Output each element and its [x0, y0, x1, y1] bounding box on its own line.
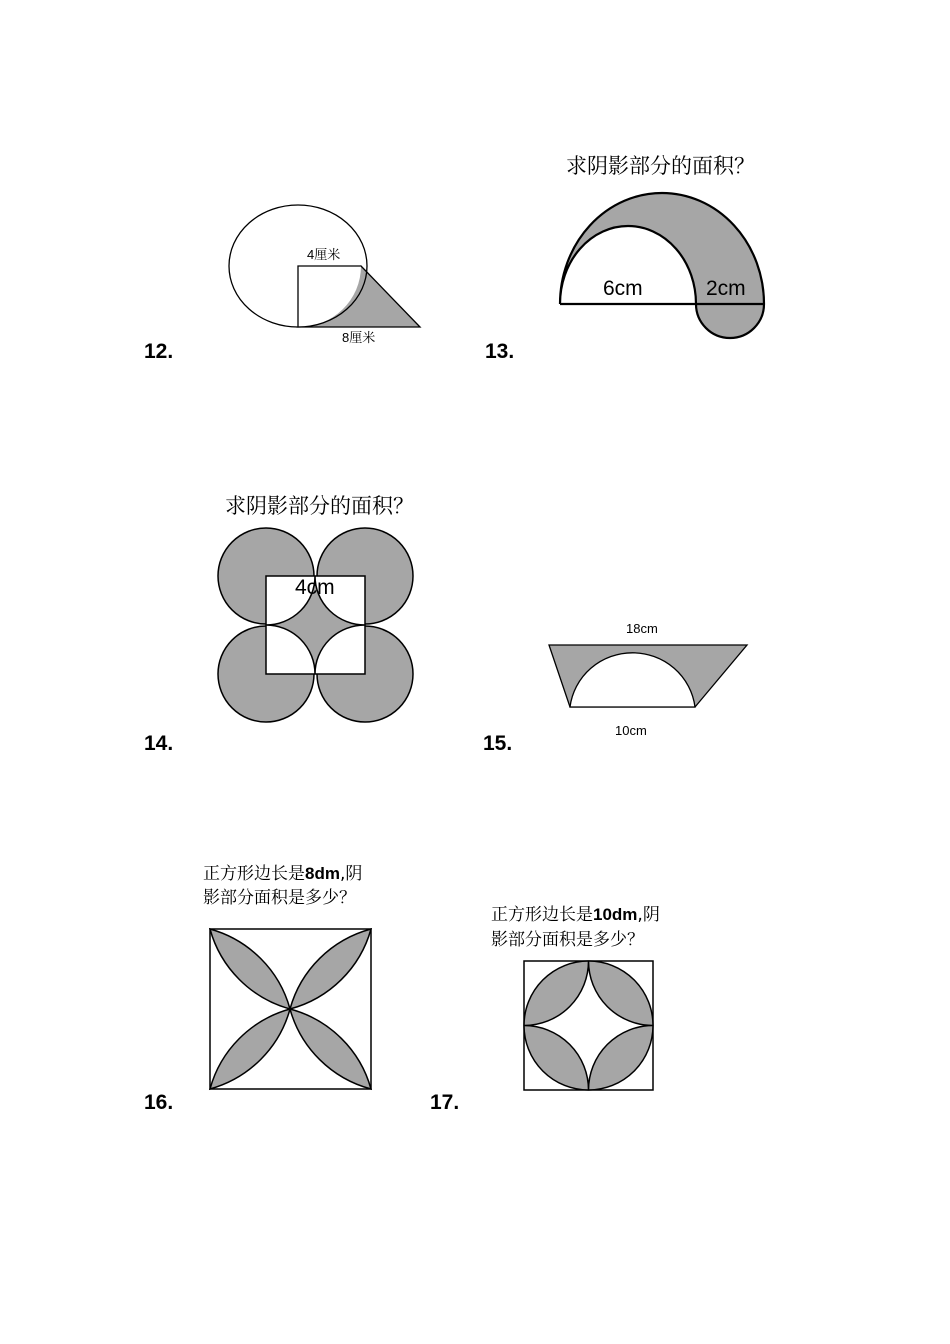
problem-14-number: 14. [144, 732, 174, 755]
problem-16-number: 16. [144, 1091, 174, 1114]
q17-value: 10dm [593, 905, 638, 924]
q17-prefix: 正方形边长是 [491, 905, 593, 925]
q16-value: 8dm [305, 864, 340, 883]
label-inner-diameter: 6cm [603, 277, 643, 300]
label-base: 8厘米 [342, 330, 376, 345]
label-band-width: 2cm [706, 277, 746, 300]
q16-prefix: 正方形边长是 [203, 864, 305, 884]
q16-suffix: ,阴 [339, 864, 363, 884]
problem-16-question-line2: 影部分面积是多少？ [203, 888, 356, 908]
problem-17-question-line2: 影部分面积是多少？ [491, 930, 644, 950]
problem-13-number: 13. [485, 340, 515, 363]
problem-15-number: 15. [483, 732, 513, 755]
label-bottom: 10cm [615, 723, 647, 738]
q17-suffix: ,阴 [637, 905, 660, 925]
problem-17-number: 17. [430, 1091, 460, 1114]
label-side: 4cm [295, 576, 335, 599]
problem-14-question: 求阴影部分的面积？ [225, 494, 414, 518]
label-radius: 4厘米 [307, 247, 341, 262]
problem-12-number: 12. [144, 340, 174, 363]
label-top: 18cm [626, 621, 658, 636]
problem-13-question: 求阴影部分的面积？ [566, 154, 755, 178]
